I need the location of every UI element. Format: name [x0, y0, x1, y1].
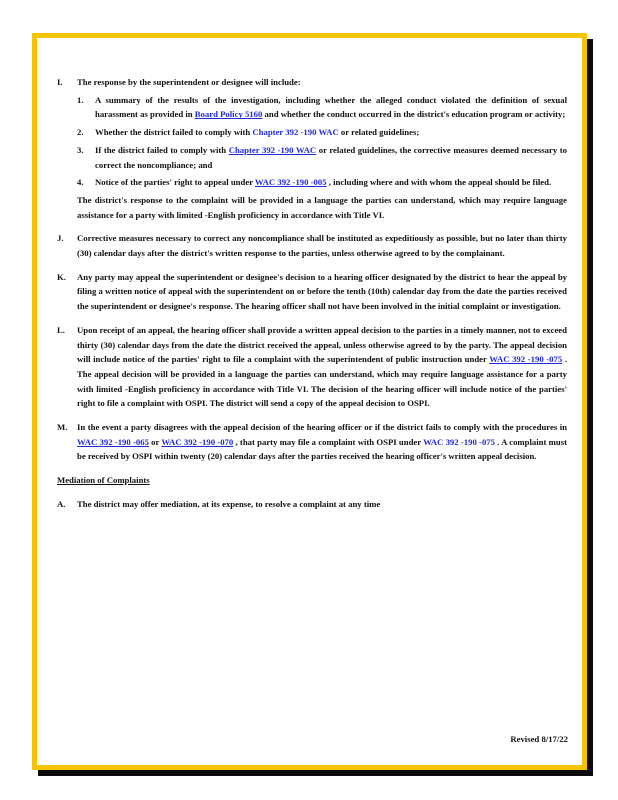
wac-065-link[interactable]: WAC 392 -190 -065 — [77, 436, 149, 447]
item-text: , that party may file a complaint with OSPI under — [233, 436, 424, 447]
item-text: . The appeal decision will be provided in a language the parties can understand, which may require language assistance for a party with limited -English proficiency in accordance with Title VI. The decision of the hearing officer will include notice of the parties' right to file a complaint with OSPI. The district will send a copy of the appeal decision to OSPI. — [77, 354, 568, 409]
section-heading: Mediation of Complaints — [57, 475, 150, 486]
section-item-l — [57, 323, 567, 411]
item-text: The district may offer mediation, at its expense, to resolve a complaint at any time — [77, 498, 381, 509]
wac-075-link[interactable]: WAC 392 -190 -075 — [489, 354, 563, 365]
subitem-3 — [77, 143, 567, 172]
item-marker: M. — [57, 422, 68, 433]
subitem-number: 3. — [77, 144, 84, 155]
item-marker: K. — [57, 271, 66, 282]
subitem-1 — [77, 93, 567, 122]
item-intro: The response by the superintendent or designee will include: — [77, 77, 301, 87]
mediation-item-a — [57, 497, 567, 512]
item-text: Any party may appeal the superintendent or designee's decision to a hearing officer designated by the district to hear the appeal by filing a written notice of appeal with the superintendent on or before the tenth (10th) calendar day from the date the parties received the superintendent or designee's response. The hearing officer shall not have been involved in the initial complaint or investigation. — [77, 271, 567, 312]
subitem-text: or related guidelines; — [338, 127, 420, 138]
subitem-text: or related guidelines, the corrective measures deemed necessary to correct the noncompliance; and — [95, 144, 567, 170]
section-item-m — [57, 420, 567, 464]
wac-075-ref: WAC 392 -190 -075 — [423, 436, 495, 447]
subitem-text: and whether the conduct occurred in the district's education program or activity; — [262, 109, 566, 120]
page-frame — [32, 33, 587, 770]
subitem-number: 2. — [77, 127, 84, 138]
wac-070-link[interactable]: WAC 392 -190 -070 — [161, 436, 234, 447]
subitem-4 — [77, 175, 567, 190]
item-marker: A. — [57, 498, 66, 509]
item-text: In the event a party disagrees with the appeal decision of the hearing officer or if the district fails to comply with the procedures in — [77, 422, 567, 433]
subitem-text: If the district failed to comply with — [95, 144, 229, 155]
item-text: Upon receipt of an appeal, the hearing officer shall provide a written appeal decision to the parties in a timely manner, not to exceed thirty (30) calendar days from the date the district received the appeal, unless otherwise agreed to by the party. The appeal decision will include notice of the parties' right to file a complaint with the superintendent of public instruction under — [77, 324, 567, 365]
board-policy-link[interactable]: Board Policy 5160 — [194, 109, 263, 120]
subitem-text: Notice of the parties' right to appeal under — [95, 177, 255, 188]
item-marker: J. — [57, 233, 64, 244]
item-marker: L. — [57, 324, 65, 335]
subitem-number: 4. — [77, 177, 84, 188]
section-item-i — [57, 75, 567, 222]
item-marker: I. — [57, 77, 63, 87]
subitem-text: A summary of the results of the investigation, including whether the alleged conduct violated the definition of sexual harassment as provided in — [95, 94, 567, 120]
item-closing: The district's response to the complaint will be provided in a language the parties can understand, which may require language assistance for a party with limited -English proficiency in accordance with Title VI. — [77, 194, 567, 220]
wac-chapter-ref: Chapter 392 -190 WAC — [252, 127, 339, 138]
subitem-text: , including where and with whom the appeal should be filed. — [326, 177, 552, 188]
subitem-2 — [77, 125, 567, 140]
section-item-j — [57, 231, 567, 260]
document-body — [57, 75, 567, 521]
revised-date: Revised 8/17/22 — [510, 734, 568, 744]
subitem-text: Whether the district failed to comply with — [95, 127, 253, 138]
item-text: or — [148, 436, 162, 447]
item-text: Corrective measures necessary to correct any noncompliance shall be instituted as expeditiously as possible, but no later than thirty (30) calendar days after the district's written response to the parties, unless otherwise agreed to by the complainant. — [77, 233, 567, 259]
section-item-k — [57, 270, 567, 314]
item-text: . A complaint must be received by OSPI within twenty (20) calendar days after the parties received the hearing officer's written appeal decision. — [77, 436, 567, 462]
wac-005-link[interactable]: WAC 392 -190 -005 — [254, 177, 327, 188]
wac-chapter-link[interactable]: Chapter 392 -190 WAC — [228, 144, 317, 155]
subitem-number: 1. — [77, 94, 84, 105]
